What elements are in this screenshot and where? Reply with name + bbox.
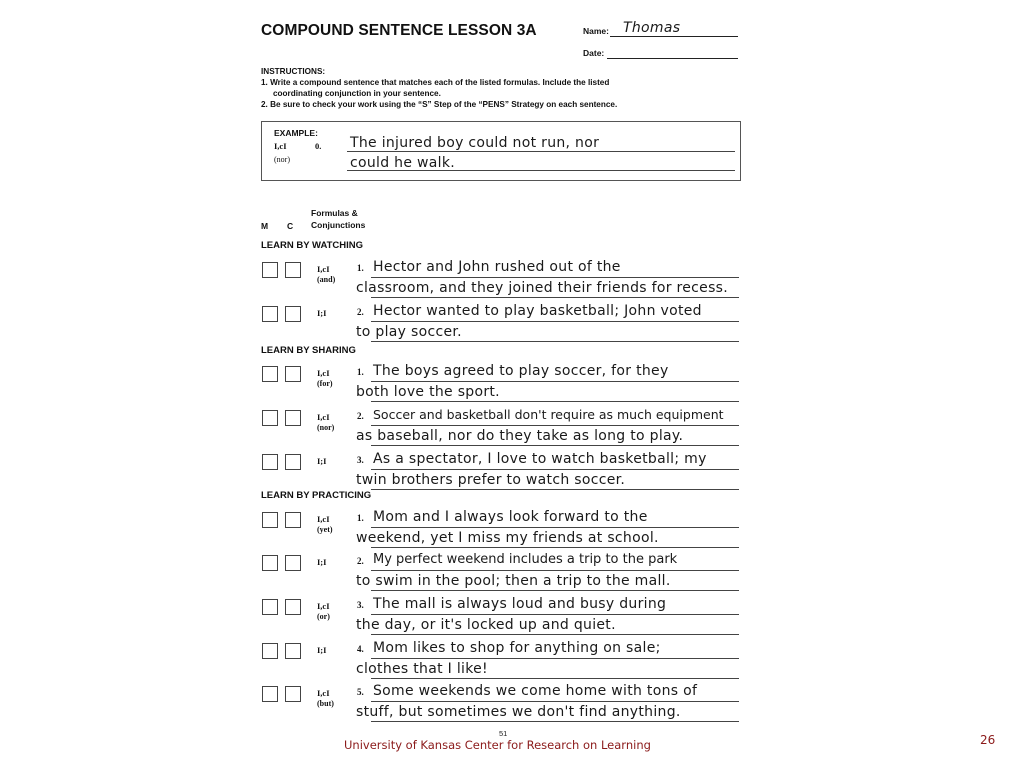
mastery-checkbox[interactable]	[262, 306, 278, 322]
formula: I;I	[317, 645, 327, 655]
answer-line-1	[371, 277, 739, 278]
example-formula: I,cI	[274, 141, 287, 151]
instruction-2: 2. Be sure to check your work using the “S” Step of the “PENS” Strategy on each sentence.	[261, 100, 618, 109]
instruction-1-text: 1. Write a compound sentence that matches each of the listed formulas. Include the listed	[261, 78, 610, 87]
answer-text-1: Some weekends we come home with tons of	[373, 683, 698, 699]
formula: I,cI	[317, 368, 330, 378]
instructions	[261, 66, 741, 110]
answer-text-2: both love the sport.	[356, 384, 500, 400]
watching-row-2	[261, 303, 751, 347]
section-learn-by-watching: LEARN BY WATCHING	[261, 240, 364, 251]
check-checkbox[interactable]	[285, 512, 301, 528]
answer-text-1: My perfect weekend includes a trip to the park	[373, 552, 678, 567]
item-number: 1.	[357, 263, 364, 273]
answer-line-2	[371, 341, 739, 342]
column-formulas-line-1: Formulas &	[311, 208, 358, 218]
answer-line-1	[371, 425, 739, 426]
instruction-1-cont: coordinating conjunction in your sentence.	[273, 89, 441, 98]
answer-text-1: The boys agreed to play soccer, for they	[373, 363, 669, 379]
check-checkbox[interactable]	[285, 599, 301, 615]
example-label: EXAMPLE:	[274, 128, 318, 138]
answer-text-1: The mall is always loud and busy during	[373, 596, 667, 612]
answer-line-2	[371, 678, 739, 679]
answer-text-2: to swim in the pool; then a trip to the mall.	[356, 573, 671, 589]
name-value: Thomas	[623, 20, 681, 36]
formula: I;I	[317, 456, 327, 466]
conjunction: (and)	[317, 275, 336, 284]
column-formulas-line-2: Conjunctions	[311, 220, 366, 230]
example-sentence-line-1: The injured boy could not run, nor	[350, 135, 600, 151]
practicing-row-4	[261, 640, 751, 684]
formula: I;I	[317, 557, 327, 567]
answer-line-1	[371, 381, 739, 382]
item-number: 4.	[357, 644, 364, 654]
answer-line-2	[371, 590, 739, 591]
answer-text-1: Mom and I always look forward to the	[373, 509, 648, 525]
watching-row-1	[261, 259, 751, 303]
item-number: 3.	[357, 455, 364, 465]
check-checkbox[interactable]	[285, 410, 301, 426]
answer-line-1	[371, 701, 739, 702]
answer-line-1	[371, 527, 739, 528]
formula: I,cI	[317, 688, 330, 698]
column-m: M	[261, 221, 269, 231]
answer-text-2: clothes that I like!	[356, 661, 488, 677]
mastery-checkbox[interactable]	[262, 262, 278, 278]
answer-line-2	[371, 721, 739, 722]
item-number: 2.	[357, 411, 364, 421]
section-learn-by-sharing: LEARN BY SHARING	[261, 345, 356, 356]
mastery-checkbox[interactable]	[262, 410, 278, 426]
formula: I,cI	[317, 412, 330, 422]
mastery-checkbox[interactable]	[262, 686, 278, 702]
answer-line-2	[371, 445, 739, 446]
practicing-row-3	[261, 596, 751, 640]
mastery-checkbox[interactable]	[262, 599, 278, 615]
conjunction: (for)	[317, 379, 333, 388]
answer-text-2: stuff, but sometimes we don't find anything.	[356, 704, 681, 720]
item-number: 3.	[357, 600, 364, 610]
example-conjunction: (nor)	[274, 155, 290, 164]
section-learn-by-practicing: LEARN BY PRACTICING	[261, 490, 372, 501]
answer-text-2: as baseball, nor do they take as long to play.	[356, 428, 684, 444]
sharing-row-2	[261, 407, 751, 451]
check-checkbox[interactable]	[285, 366, 301, 382]
check-checkbox[interactable]	[285, 686, 301, 702]
practicing-row-2	[261, 552, 751, 596]
instruction-1	[261, 77, 741, 99]
answer-text-1: Mom likes to shop for anything on sale;	[373, 640, 661, 656]
check-checkbox[interactable]	[285, 643, 301, 659]
name-line	[610, 36, 738, 37]
practicing-row-1	[261, 509, 751, 553]
formula: I,cI	[317, 264, 330, 274]
sharing-row-3	[261, 451, 751, 495]
answer-text-1: As a spectator, I love to watch basketball; my	[373, 451, 707, 467]
mastery-checkbox[interactable]	[262, 512, 278, 528]
answer-text-1: Hector wanted to play basketball; John voted	[373, 303, 702, 319]
formula: I,cI	[317, 514, 330, 524]
answer-line-1	[371, 469, 739, 470]
conjunction: (nor)	[317, 423, 335, 432]
check-checkbox[interactable]	[285, 454, 301, 470]
date-line	[607, 58, 738, 59]
mastery-checkbox[interactable]	[262, 555, 278, 571]
answer-line-1	[371, 658, 739, 659]
item-number: 2.	[357, 556, 364, 566]
worksheet-title: COMPOUND SENTENCE LESSON 3A	[261, 22, 537, 39]
answer-line-1	[371, 321, 739, 322]
item-number: 5.	[357, 687, 364, 697]
item-number: 1.	[357, 367, 364, 377]
check-checkbox[interactable]	[285, 555, 301, 571]
check-checkbox[interactable]	[285, 262, 301, 278]
sharing-row-1	[261, 363, 751, 407]
item-number: 2.	[357, 307, 364, 317]
answer-line-2	[371, 297, 739, 298]
check-checkbox[interactable]	[285, 306, 301, 322]
item-number: 1.	[357, 513, 364, 523]
answer-line-2	[371, 401, 739, 402]
mastery-checkbox[interactable]	[262, 366, 278, 382]
mastery-checkbox[interactable]	[262, 454, 278, 470]
column-c: C	[287, 221, 294, 231]
answer-line-2	[371, 634, 739, 635]
answer-text-2: classroom, and they joined their friends for recess.	[356, 280, 729, 296]
answer-text-1: Hector and John rushed out of the	[373, 259, 621, 275]
conjunction: (yet)	[317, 525, 333, 534]
answer-text-2: the day, or it's locked up and quiet.	[356, 617, 616, 633]
worksheet-page-number: 51	[499, 729, 508, 738]
conjunction: (but)	[317, 699, 334, 708]
answer-text-2: twin brothers prefer to watch soccer.	[356, 472, 626, 488]
example-sentence-line-2: could he walk.	[350, 155, 455, 171]
example-number: 0.	[315, 141, 322, 151]
footer-institution: University of Kansas Center for Research on Learning	[344, 738, 651, 752]
answer-text-2: to play soccer.	[356, 324, 462, 340]
date-label: Date:	[583, 48, 605, 58]
answer-text-1: Soccer and basketball don't require as much equipment	[373, 407, 724, 422]
example-line-1	[347, 151, 735, 152]
mastery-checkbox[interactable]	[262, 643, 278, 659]
instructions-heading: INSTRUCTIONS:	[261, 67, 326, 76]
answer-text-2: weekend, yet I miss my friends at school.	[356, 530, 659, 546]
name-label: Name:	[583, 26, 609, 36]
conjunction: (or)	[317, 612, 330, 621]
worksheet-page	[255, 10, 755, 730]
practicing-row-5	[261, 683, 751, 727]
answer-line-2	[371, 547, 739, 548]
example-box	[261, 121, 741, 181]
column-formulas	[311, 207, 365, 231]
answer-line-1	[371, 570, 739, 571]
slide-number: 26	[980, 733, 996, 747]
formula: I;I	[317, 308, 327, 318]
answer-line-1	[371, 614, 739, 615]
answer-line-2	[371, 489, 739, 490]
formula: I,cI	[317, 601, 330, 611]
